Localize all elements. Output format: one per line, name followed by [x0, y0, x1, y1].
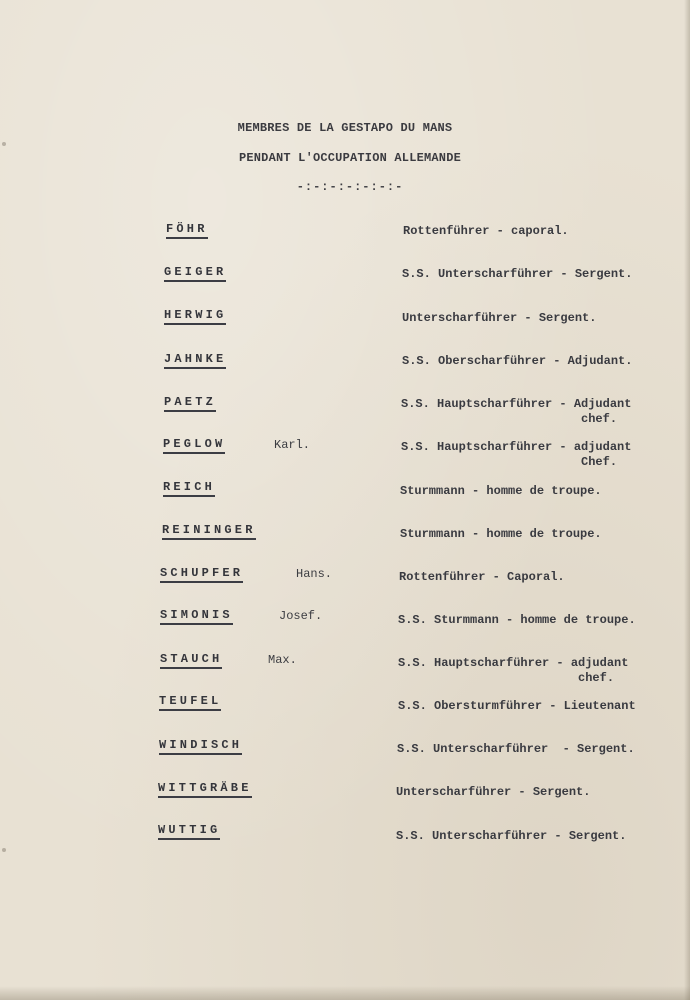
member-name: WUTTIG	[158, 823, 220, 840]
member-row	[0, 566, 690, 596]
member-rank: Sturmmann - homme de troupe.	[400, 484, 602, 498]
member-rank: S.S. Sturmmann - homme de troupe.	[398, 613, 636, 627]
member-row	[0, 652, 690, 685]
member-row	[0, 265, 690, 295]
member-rank: Unterscharführer - Sergent.	[396, 785, 591, 799]
punch-hole-mark	[2, 142, 6, 146]
member-name: WINDISCH	[159, 738, 242, 755]
member-given-name: Karl.	[274, 438, 311, 452]
document-title-line-2: PENDANT L'OCCUPATION ALLEMANDE	[238, 151, 462, 165]
member-rank: Rottenführer - Caporal.	[399, 570, 565, 584]
member-rank: S.S. Unterscharführer - Sergent.	[402, 267, 633, 281]
member-given-name: Max.	[268, 653, 297, 667]
member-rank: S.S. Unterscharführer - Sergent.	[396, 829, 627, 843]
member-name: SIMONIS	[160, 608, 233, 625]
member-row	[0, 694, 690, 724]
member-row	[0, 395, 690, 425]
member-name: SCHUPFER	[160, 566, 243, 583]
member-name: REICH	[163, 480, 215, 497]
member-row	[0, 823, 690, 853]
member-name: JAHNKE	[164, 352, 226, 369]
member-rank: S.S. Hauptscharführer - Adjudant chef.	[401, 397, 632, 426]
member-row	[0, 738, 690, 768]
member-given-name: Josef.	[279, 609, 323, 623]
member-row	[0, 523, 690, 553]
member-rank: S.S. Hauptscharführer - adjudant Chef.	[401, 440, 632, 469]
member-rank: Rottenführer - caporal.	[403, 224, 569, 238]
member-row	[0, 222, 690, 252]
member-rank: Unterscharführer - Sergent.	[402, 311, 597, 325]
member-rank: S.S. Unterscharführer - Sergent.	[397, 742, 635, 756]
member-row	[0, 781, 690, 811]
member-name: STAUCH	[160, 652, 222, 669]
member-rank: S.S. Obersturmführer - Lieutenant	[398, 699, 636, 713]
member-rank: S.S. Oberscharführer - Adjudant.	[402, 354, 633, 368]
member-name: PEGLOW	[163, 437, 225, 454]
member-name: WITTGRÄBE	[158, 781, 252, 798]
member-given-name: Hans.	[296, 567, 333, 581]
member-row	[0, 437, 690, 467]
member-rank: Sturmmann - homme de troupe.	[400, 527, 602, 541]
member-name: PAETZ	[164, 395, 216, 412]
member-row	[0, 308, 690, 338]
member-name: HERWIG	[164, 308, 226, 325]
member-row	[0, 352, 690, 382]
member-name: REININGER	[162, 523, 256, 540]
title-separator: -:-:-:-:-:-:-	[296, 180, 404, 194]
member-rank: S.S. Hauptscharführer - adjudant chef.	[398, 656, 629, 685]
member-name: FÖHR	[166, 222, 208, 239]
member-row	[0, 480, 690, 510]
page-edge-shadow-bottom	[0, 986, 690, 1000]
member-row	[0, 608, 690, 638]
member-name: TEUFEL	[159, 694, 221, 711]
document-title-line-1: MEMBRES DE LA GESTAPO DU MANS	[237, 121, 453, 135]
member-name: GEIGER	[164, 265, 226, 282]
